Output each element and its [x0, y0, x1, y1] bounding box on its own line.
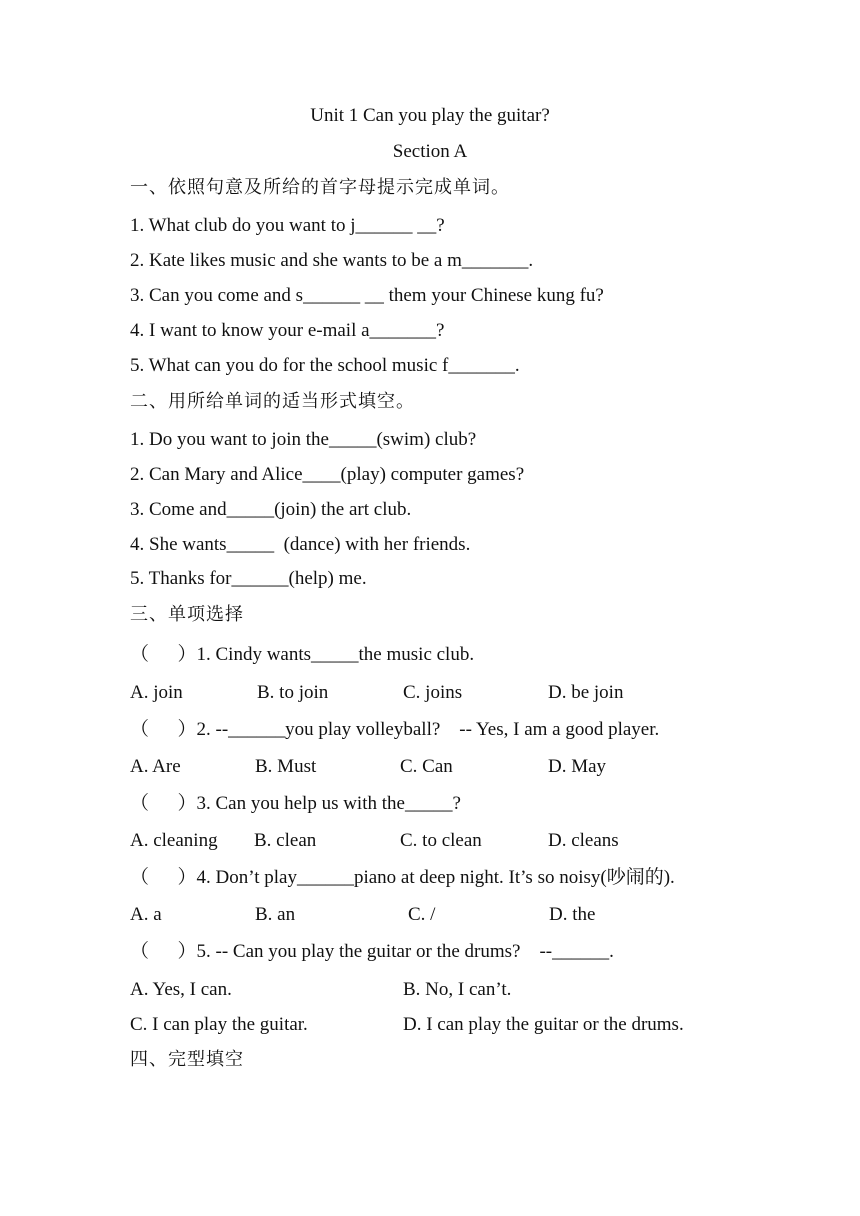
part2-item-5: 5. Thanks for______(help) me. [130, 568, 367, 589]
question-4-option-b: B. an [255, 904, 296, 925]
question-2-option-d: D. May [548, 756, 607, 777]
part2-item-1: 1. Do you want to join the_____(swim) club? [130, 429, 477, 450]
question-1-option-d: D. be join [548, 682, 624, 703]
question-2-option-c: C. Can [400, 756, 453, 777]
question-5-option-c: C. I can play the guitar. [130, 1014, 308, 1035]
question-1-option-c: C. joins [403, 682, 463, 703]
part4-heading: 四、完型填空 [130, 1049, 244, 1070]
part2-item-3: 3. Come and_____(join) the art club. [130, 499, 412, 520]
question-5-option-a: A. Yes, I can. [130, 979, 232, 1000]
page-title: Unit 1 Can you play the guitar? [310, 105, 550, 126]
section-subtitle: Section A [392, 141, 468, 162]
part1-item-4: 4. I want to know your e-mail a_______? [130, 320, 445, 341]
part1-item-1: 1. What club do you want to j______ __? [130, 215, 445, 236]
part1-item-5: 5. What can you do for the school music f_______. [130, 355, 520, 376]
question-stem-5: （ ）5. -- Can you play the guitar or the drums? --______. [130, 941, 614, 962]
question-3-option-d: D. cleans [548, 830, 619, 851]
question-3-option-b: B. clean [254, 830, 317, 851]
question-3-option-a: A. cleaning [130, 830, 218, 851]
question-4-option-a: A. a [130, 904, 162, 925]
part1-item-3: 3. Can you come and s______ __ them your Chinese kung fu? [130, 285, 604, 306]
question-4-option-c: C. / [408, 904, 436, 925]
question-5-option-d: D. I can play the guitar or the drums. [403, 1014, 684, 1035]
question-stem-4: （ ）4. Don’t play______piano at deep night. It’s so noisy(吵闹的). [130, 867, 675, 888]
question-stem-1: （ ）1. Cindy wants_____the music club. [130, 644, 475, 665]
part2-item-2: 2. Can Mary and Alice____(play) computer games? [130, 464, 525, 485]
question-4-option-d: D. the [549, 904, 596, 925]
question-1-option-a: A. join [130, 682, 183, 703]
question-2-option-b: B. Must [255, 756, 317, 777]
question-5-option-b: B. No, I can’t. [403, 979, 512, 1000]
part1-heading: 一、依照句意及所给的首字母提示完成单词。 [130, 177, 510, 198]
part2-heading: 二、用所给单词的适当形式填空。 [130, 391, 415, 412]
question-3-option-c: C. to clean [400, 830, 482, 851]
question-stem-2: （ ）2. --______you play volleyball? -- Yes, I am a good player. [130, 719, 660, 740]
question-1-option-b: B. to join [257, 682, 329, 703]
question-stem-3: （ ）3. Can you help us with the_____? [130, 793, 461, 814]
part2-item-4: 4. She wants_____ (dance) with her friends. [130, 534, 471, 555]
question-2-option-a: A. Are [130, 756, 181, 777]
part3-heading: 三、单项选择 [130, 604, 244, 625]
part1-item-2: 2. Kate likes music and she wants to be a m_______. [130, 250, 534, 271]
